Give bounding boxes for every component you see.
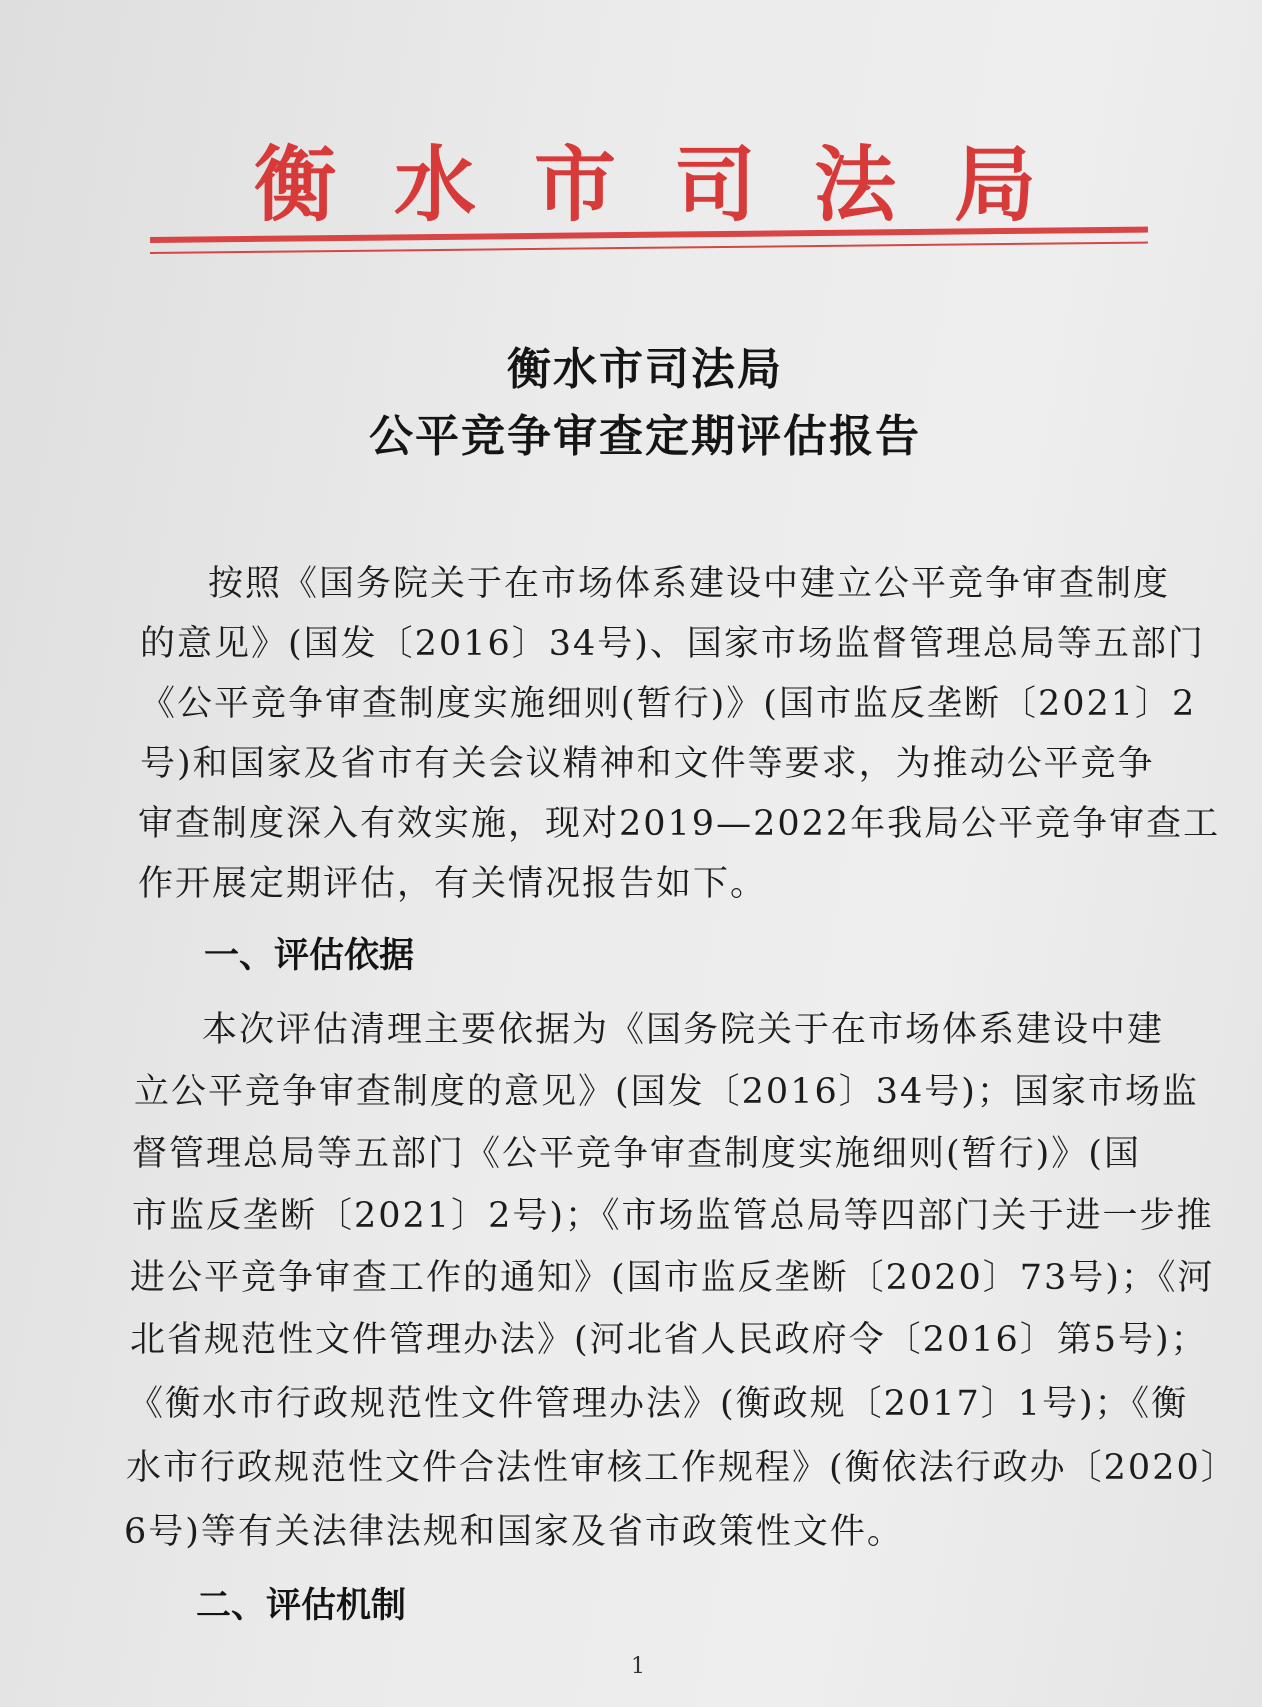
intro-line: 按照《国务院关于在市场体系建设中建立公平竞争审查制度 [208, 564, 1171, 604]
letterhead-org-name: 衡水市司法局 [253, 137, 1094, 233]
section-1-line: 本次评估清理主要依据为《国务院关于在市场体系建设中建 [202, 1010, 1165, 1050]
intro-line: 号)和国家及省市有关会议精神和文件等要求，为推动公平竞争 [140, 744, 1155, 784]
page-number: 1 [631, 1654, 645, 1679]
section-1-line: 《衡水市行政规范性文件管理办法》(衡政规〔2017〕1号)；《衡 [128, 1384, 1189, 1424]
section-1-line: 进公平竞争审查工作的通知》(国市监反垄断〔2020〕73号)；《河 [130, 1258, 1215, 1298]
section-1-heading: 一、评估依据 [204, 935, 415, 976]
document-title-line-1: 衡水市司法局 [507, 344, 783, 395]
section-1-line: 北省规范性文件管理办法》(河北省人民政府令〔2016〕第5号)； [130, 1320, 1208, 1360]
document-title-line-2: 公平竞争审查定期评估报告 [369, 411, 921, 462]
section-1-line: 6号)等有关法律法规和国家及省市政策性文件。 [124, 1512, 904, 1552]
section-1-line: 督管理总局等五部门《公平竞争审查制度实施细则(暂行)》(国 [132, 1134, 1141, 1174]
intro-line: 《公平竞争审查制度实施细则(暂行)》(国市监反垄断〔2021〕2 [140, 684, 1197, 724]
letterhead-red-rule-thin [150, 242, 1148, 254]
intro-line: 的意见》(国发〔2016〕34号)、国家市场监督管理总局等五部门 [140, 624, 1205, 664]
intro-line: 作开展定期评估，有关情况报告如下。 [138, 864, 768, 904]
section-2-heading: 二、评估机制 [196, 1585, 407, 1626]
section-1-line: 市监反垄断〔2021〕2号)；《市场监管总局等四部门关于进一步推 [132, 1196, 1214, 1236]
section-1-line: 水市行政规范性文件合法性审核工作规程》(衡依法行政办〔2020〕 [126, 1448, 1238, 1488]
intro-line: 审查制度深入有效实施，现对2019—2022年我局公平竞争审查工 [138, 804, 1221, 844]
section-1-line: 立公平竞争审查制度的意见》(国发〔2016〕34号)；国家市场监 [134, 1072, 1199, 1112]
